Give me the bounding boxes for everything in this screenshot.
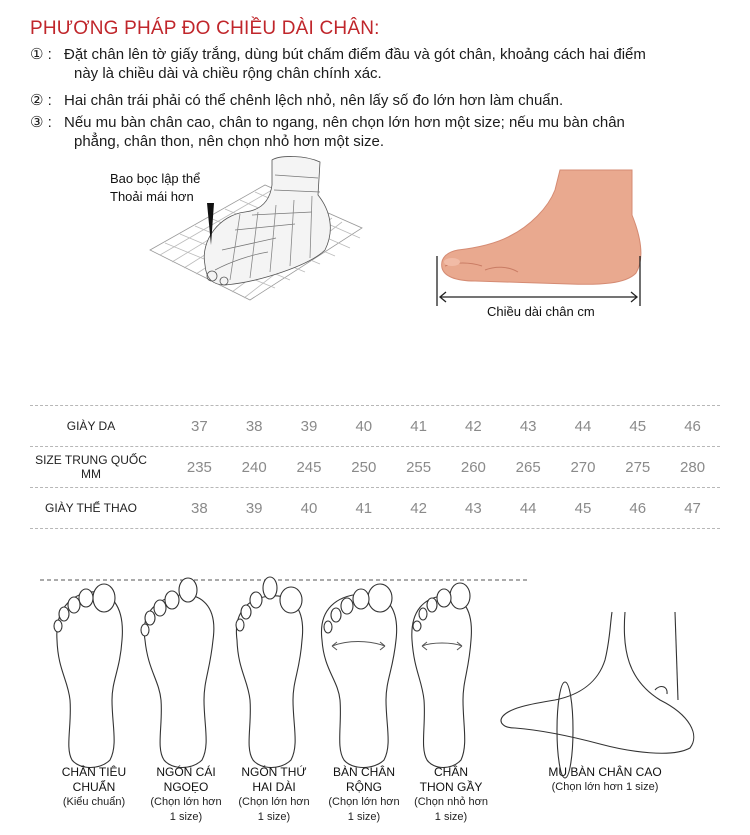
foot-standard-drawing: [54, 584, 122, 768]
table-cell: 41: [355, 499, 373, 517]
table-cell: 280: [680, 458, 706, 476]
foot-type-long-second-toe: [228, 765, 320, 825]
foot-long-second-toe-drawing: [236, 577, 303, 768]
foot-type-name: NGOẸO: [163, 780, 209, 794]
table-cell: 255: [406, 458, 432, 476]
table-cell: 275: [625, 458, 651, 476]
note-text-cont: phẳng, chân thon, nên chọn nhỏ hơn một size.: [74, 133, 385, 150]
table-cell: 260: [460, 458, 486, 476]
foot-type-name: BÀN CHÂN: [332, 765, 395, 779]
note-number: ① :: [30, 46, 52, 63]
note-text-cont: này là chiều dài và chiều rộng chân chính xác.: [74, 65, 382, 82]
foot-type-advice: (Chọn lớn hơn: [328, 796, 400, 808]
table-cell: 44: [519, 499, 537, 517]
note-text: Hai chân trái phải có thể chênh lệch nhỏ, nên lấy số đo lớn hơn làm chuẩn.: [64, 92, 564, 109]
table-cell: 39: [245, 499, 263, 517]
foot-type-slim: [404, 765, 498, 825]
foot-type-advice: 1 size): [257, 811, 291, 823]
foot-type-bunion: [140, 765, 232, 825]
row-label: GIÀY DA: [66, 419, 116, 433]
foot-type-advice: 1 size): [434, 811, 468, 823]
row-label: GIÀY THỂ THAO: [44, 501, 138, 515]
foot-type-name: CHÂN TIÊU: [61, 765, 127, 779]
table-cell: 40: [300, 499, 318, 517]
table-cell: 38: [245, 417, 263, 435]
table-cell: 42: [465, 417, 482, 435]
table-cell: 45: [629, 417, 647, 435]
table-cell: 44: [574, 417, 592, 435]
table-cell: 46: [629, 499, 647, 517]
table-cell: 240: [241, 458, 267, 476]
foot-type-name: NGÓN THỨ: [241, 765, 307, 779]
table-cell: 41: [410, 417, 427, 435]
table-cell: 37: [191, 417, 208, 435]
foot-type-advice: 1 size): [169, 811, 203, 823]
foot-type-advice: (Chọn lớn hơn 1 size): [551, 781, 659, 793]
table-cell: 270: [570, 458, 596, 476]
wrap-label-2: Thoải mái hơn: [110, 189, 194, 204]
table-cell: 265: [515, 458, 541, 476]
table-row: [30, 446, 720, 487]
foot-bunion-drawing: [141, 578, 214, 768]
table-row: [30, 405, 720, 446]
wrap-label-1: Bao bọc lập thể: [110, 171, 201, 186]
table-cell: 245: [296, 458, 322, 476]
foot-type-name: CHUẨN: [72, 780, 116, 794]
note-text: Nếu mu bàn chân cao, chân to ngang, nên chọn lớn hơn một size; nếu mu bàn chân: [64, 114, 625, 131]
table-cell: 38: [191, 499, 208, 517]
size-table: [30, 405, 720, 529]
foot-type-name: THON GẦY: [419, 780, 483, 794]
note-number: ③ :: [30, 114, 52, 131]
foot-type-advice: (Chọn nhỏ hơn: [414, 796, 488, 808]
foot-type-wide: [318, 765, 410, 825]
foot-type-name: MU BÀN CHÂN CAO: [548, 765, 662, 779]
foot-type-name: CHÂN: [433, 765, 468, 779]
row-label: SIZE TRUNG QUỐC MM: [35, 453, 147, 481]
table-cell: 47: [684, 499, 701, 517]
foot-type-standard: [48, 765, 140, 810]
foot-type-high-instep: [530, 765, 680, 795]
table-cell: 43: [465, 499, 482, 517]
table-row: [30, 487, 720, 529]
foot-wide-drawing: [321, 584, 396, 768]
note-text: Đặt chân lên tờ giấy trắng, dùng bút chấm điểm đầu và gót chân, khoảng cách hai điểm: [64, 46, 646, 63]
table-cell: 42: [410, 499, 427, 517]
table-cell: 235: [186, 458, 212, 476]
side-foot-illustration: [442, 170, 641, 284]
foot-type-name: RỘNG: [346, 780, 382, 794]
foot-type-advice: (Chọn lớn hơn: [238, 796, 310, 808]
table-cell: 45: [574, 499, 592, 517]
table-cell: 40: [355, 417, 373, 435]
table-cell: 39: [300, 417, 318, 435]
foot-type-name: HAI DÀI: [252, 780, 296, 794]
foot-type-advice: (Kiểu chuẩn): [62, 796, 126, 808]
table-cell: 46: [684, 417, 701, 435]
foot-high-instep-drawing: [501, 612, 694, 778]
table-cell: 250: [351, 458, 377, 476]
foot-slim-drawing: [412, 583, 472, 768]
note-number: ② :: [30, 92, 52, 109]
foot-type-advice: 1 size): [347, 811, 381, 823]
page-title: PHƯƠNG PHÁP ĐO CHIỀU DÀI CHÂN:: [30, 18, 380, 39]
foot-type-advice: (Chọn lớn hơn: [150, 796, 222, 808]
foot-type-name: NGÓN CÁI: [156, 765, 216, 779]
table-cell: 43: [519, 417, 537, 435]
foot-length-label: Chiều dài chân cm: [487, 304, 595, 319]
